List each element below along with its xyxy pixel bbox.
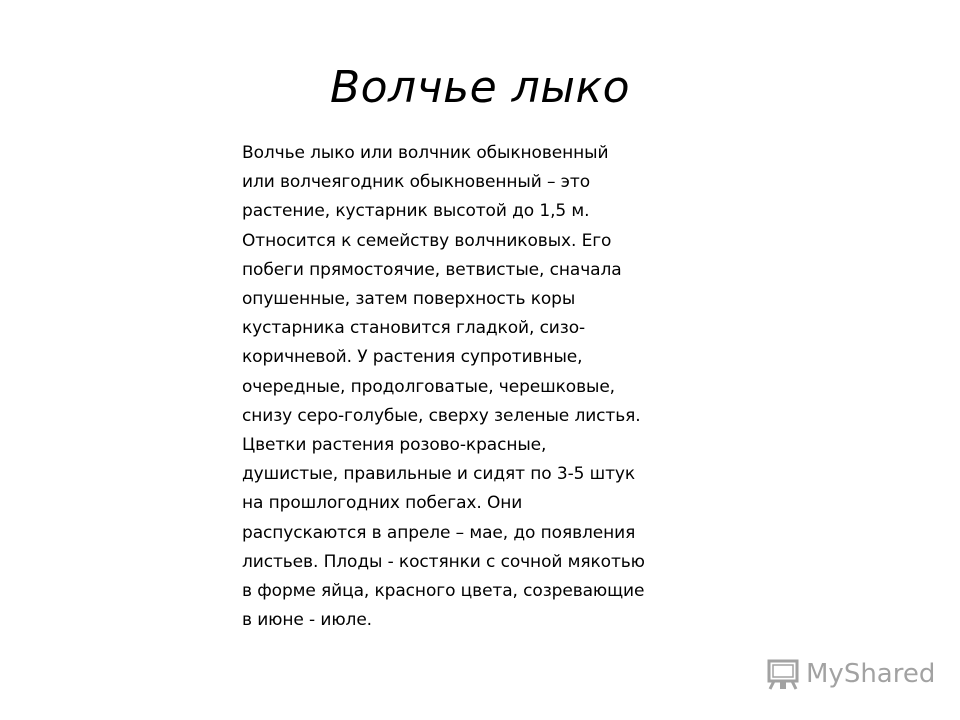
body-line: побеги прямостоячие, ветвистые, сначала [242, 259, 622, 280]
body-line: в форме яйца, красного цвета, созревающие [242, 581, 645, 602]
body-line: Волчье лыко или волчник обыкновенный [242, 143, 609, 163]
body-line: Относится к семейству волчниковых. Его [242, 230, 612, 251]
body-line: коричневой. У растения супротивные, [242, 347, 583, 368]
body-line: душистые, правильные и сидят по 3-5 штук [242, 464, 636, 485]
body-line: кустарника становится гладкой, сизо- [242, 318, 586, 339]
body-line: листьев. Плоды - костянки с сочной мякотью [242, 551, 645, 572]
body-line: снизу серо-голубые, сверху зеленые листья. [242, 405, 641, 426]
slide-title: Волчье лыко [329, 62, 631, 113]
classroom-board-icon [766, 657, 800, 691]
body-line: Цветки растения розово-красные, [242, 435, 547, 456]
body-line: в июне - июле. [242, 610, 372, 631]
body-line: или волчеягодник обыкновенный – это [242, 172, 591, 193]
body-line: опушенные, затем поверхность коры [242, 289, 576, 310]
watermark-text: MyShared [806, 659, 936, 689]
body-line: очередные, продолговатые, черешковые, [242, 376, 615, 397]
body-line: на прошлогодних побегах. Они [242, 493, 523, 514]
watermark-logo [766, 654, 935, 694]
body-line: растение, кустарник высотой до 1,5 м. [242, 201, 590, 222]
body-line: распускаются в апреле – мае, до появления [242, 522, 636, 543]
slide-body-text [242, 139, 712, 635]
